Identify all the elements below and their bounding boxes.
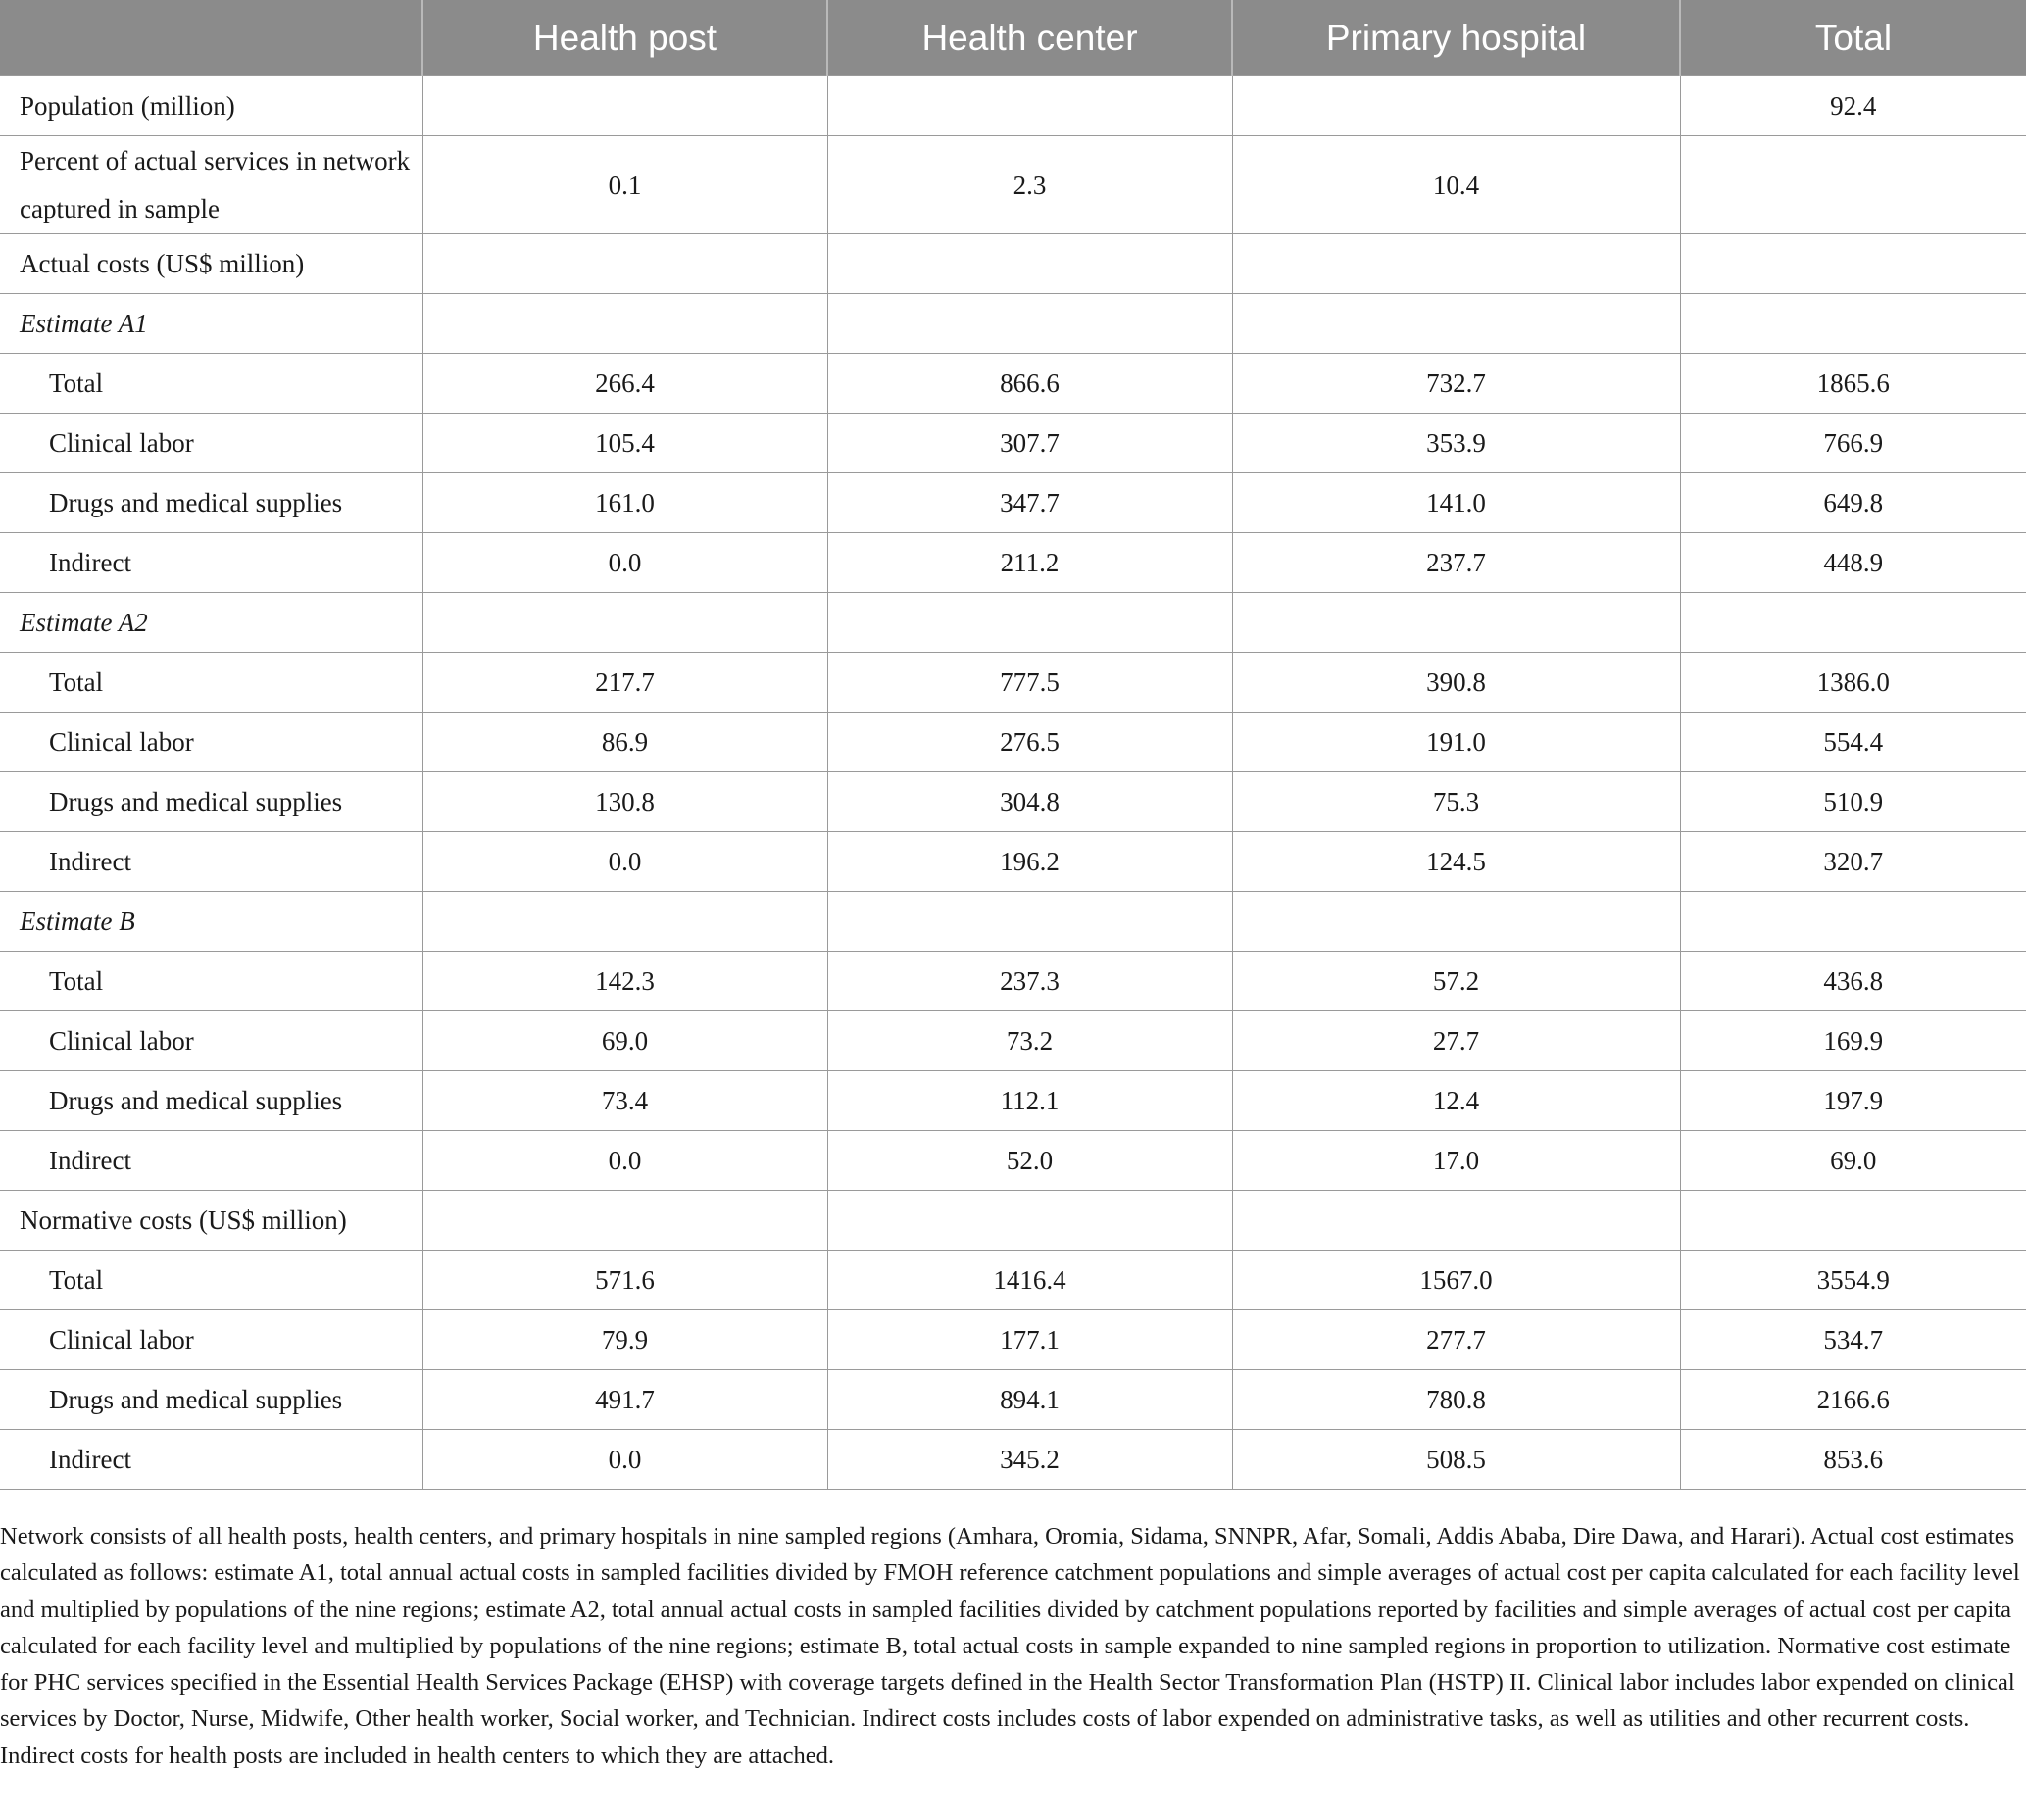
table-row: [0, 832, 2026, 892]
cell-primary-hospital: 12.4: [1232, 1071, 1680, 1131]
cell-primary-hospital: 780.8: [1232, 1370, 1680, 1430]
cell-primary-hospital: 508.5: [1232, 1430, 1680, 1490]
row-label: Percent of actual services in network captured in sample: [0, 136, 422, 234]
row-label: Estimate A2: [0, 593, 422, 653]
cell-primary-hospital: 277.7: [1232, 1310, 1680, 1370]
cell-total: 853.6: [1680, 1430, 2026, 1490]
cell-total: [1680, 136, 2026, 234]
cell-health-post: 266.4: [422, 354, 827, 414]
header-cell-total: Total: [1680, 0, 2026, 76]
row-label: Indirect: [0, 1430, 422, 1490]
table-row: [0, 1251, 2026, 1310]
cell-health-post: 86.9: [422, 713, 827, 772]
row-label: Drugs and medical supplies: [0, 772, 422, 832]
header-cell-row-label: [0, 0, 422, 76]
header-cell-health-center: Health center: [827, 0, 1232, 76]
row-label: Normative costs (US$ million): [0, 1191, 422, 1251]
cell-total: 510.9: [1680, 772, 2026, 832]
table-row: [0, 294, 2026, 354]
cell-health-center: 112.1: [827, 1071, 1232, 1131]
cell-health-center: [827, 593, 1232, 653]
cell-primary-hospital: 27.7: [1232, 1011, 1680, 1071]
cell-health-center: 237.3: [827, 952, 1232, 1011]
row-label: Drugs and medical supplies: [0, 473, 422, 533]
table-row: [0, 952, 2026, 1011]
row-label: Total: [0, 1251, 422, 1310]
cell-health-center: 276.5: [827, 713, 1232, 772]
cell-health-center: 866.6: [827, 354, 1232, 414]
cell-total: [1680, 234, 2026, 294]
table-row: [0, 533, 2026, 593]
table-row: [0, 593, 2026, 653]
cell-primary-hospital: 141.0: [1232, 473, 1680, 533]
cell-total: 3554.9: [1680, 1251, 2026, 1310]
cell-primary-hospital: 353.9: [1232, 414, 1680, 473]
row-label: Actual costs (US$ million): [0, 234, 422, 294]
cell-primary-hospital: 390.8: [1232, 653, 1680, 713]
cell-primary-hospital: [1232, 294, 1680, 354]
cell-health-center: 177.1: [827, 1310, 1232, 1370]
cell-health-post: 571.6: [422, 1251, 827, 1310]
cell-health-post: 130.8: [422, 772, 827, 832]
cell-health-post: 79.9: [422, 1310, 827, 1370]
table-row: [0, 772, 2026, 832]
row-label: Total: [0, 354, 422, 414]
table-row: [0, 1310, 2026, 1370]
row-label: Total: [0, 653, 422, 713]
cell-health-center: 1416.4: [827, 1251, 1232, 1310]
row-label: Clinical labor: [0, 1011, 422, 1071]
cell-total: 197.9: [1680, 1071, 2026, 1131]
cell-total: 1386.0: [1680, 653, 2026, 713]
cell-total: 169.9: [1680, 1011, 2026, 1071]
cell-health-post: 491.7: [422, 1370, 827, 1430]
cell-health-post: [422, 76, 827, 136]
cell-health-center: [827, 1191, 1232, 1251]
cell-primary-hospital: 57.2: [1232, 952, 1680, 1011]
cell-primary-hospital: [1232, 593, 1680, 653]
cell-primary-hospital: 124.5: [1232, 832, 1680, 892]
cell-health-post: 0.0: [422, 1430, 827, 1490]
cell-total: [1680, 593, 2026, 653]
table-row: [0, 1011, 2026, 1071]
cell-health-center: 2.3: [827, 136, 1232, 234]
cell-health-post: 161.0: [422, 473, 827, 533]
cell-total: 534.7: [1680, 1310, 2026, 1370]
cell-health-center: [827, 294, 1232, 354]
cell-total: [1680, 892, 2026, 952]
cell-total: 1865.6: [1680, 354, 2026, 414]
header-row: [0, 0, 2026, 76]
cell-primary-hospital: 732.7: [1232, 354, 1680, 414]
footnote-text: Network consists of all health posts, health centers, and primary hospitals in nine sampled regions (Amhara, Oromia, Sidama, SNNPR, Afar, Somali, Addis Ababa, Dire Dawa, and Harari). Actual cost estimates calculated as follows: estimate A1, total annual actual costs in sampled facilities divided by FMOH reference catchment populations and simple averages of actual cost per capita calculated for each facility level and multiplied by populations of the nine regions; estimate A2, total annual actual costs in sampled facilities divided by catchment populations reported by facilities and simple averages of actual cost per capita calculated for each facility level and multiplied by populations of the nine regions; estimate B, total actual costs in sample expanded to nine sampled regions in proportion to utilization. Normative cost estimate for PHC services specified in the Essential Health Services Package (EHSP) with coverage targets defined in the Health Sector Transformation Plan (HSTP) II. Clinical labor includes labor expended on clinical services by Doctor, Nurse, Midwife, Other health worker, Social worker, and Technician. Indirect costs includes costs of labor expended on administrative tasks, as well as utilities and other recurrent costs. Indirect costs for health posts are included in health centers to which they are attached.: [0, 1523, 2020, 1769]
cell-health-center: 347.7: [827, 473, 1232, 533]
cell-health-post: 0.0: [422, 533, 827, 593]
cell-health-post: [422, 593, 827, 653]
cell-total: 69.0: [1680, 1131, 2026, 1191]
cell-primary-hospital: [1232, 1191, 1680, 1251]
table-row: [0, 354, 2026, 414]
row-label: Clinical labor: [0, 1310, 422, 1370]
cell-primary-hospital: 10.4: [1232, 136, 1680, 234]
cell-health-post: 0.0: [422, 1131, 827, 1191]
cell-total: [1680, 294, 2026, 354]
cell-health-post: [422, 234, 827, 294]
cell-health-center: 196.2: [827, 832, 1232, 892]
cell-primary-hospital: 1567.0: [1232, 1251, 1680, 1310]
cell-health-post: 73.4: [422, 1071, 827, 1131]
table-body: [0, 76, 2026, 1490]
cell-health-center: [827, 892, 1232, 952]
cell-total: 649.8: [1680, 473, 2026, 533]
table-row: [0, 1071, 2026, 1131]
cell-total: 436.8: [1680, 952, 2026, 1011]
cell-total: 320.7: [1680, 832, 2026, 892]
cell-health-center: 304.8: [827, 772, 1232, 832]
cell-health-center: 211.2: [827, 533, 1232, 593]
table-row: [0, 653, 2026, 713]
cell-health-center: 894.1: [827, 1370, 1232, 1430]
cell-primary-hospital: [1232, 234, 1680, 294]
cell-primary-hospital: 75.3: [1232, 772, 1680, 832]
cell-total: 2166.6: [1680, 1370, 2026, 1430]
header-cell-primary-hospital: Primary hospital: [1232, 0, 1680, 76]
cell-total: 554.4: [1680, 713, 2026, 772]
cell-health-post: 0.1: [422, 136, 827, 234]
cell-health-post: [422, 1191, 827, 1251]
cell-health-post: 105.4: [422, 414, 827, 473]
table-row: [0, 76, 2026, 136]
cell-primary-hospital: 17.0: [1232, 1131, 1680, 1191]
table-row: [0, 473, 2026, 533]
row-label: Drugs and medical supplies: [0, 1370, 422, 1430]
table-row: [0, 1370, 2026, 1430]
table-footnote: [0, 1518, 2021, 1774]
cell-health-post: [422, 892, 827, 952]
table-row: [0, 1430, 2026, 1490]
cell-health-center: 345.2: [827, 1430, 1232, 1490]
cell-primary-hospital: 191.0: [1232, 713, 1680, 772]
cell-total: 92.4: [1680, 76, 2026, 136]
table-header: [0, 0, 2026, 76]
cell-total: 766.9: [1680, 414, 2026, 473]
row-label: Estimate B: [0, 892, 422, 952]
table-row: [0, 713, 2026, 772]
cell-health-post: 69.0: [422, 1011, 827, 1071]
row-label: Indirect: [0, 1131, 422, 1191]
table-row: [0, 136, 2026, 234]
cell-health-center: 73.2: [827, 1011, 1232, 1071]
table-row: [0, 1191, 2026, 1251]
cell-health-post: 217.7: [422, 653, 827, 713]
cell-health-center: [827, 234, 1232, 294]
row-label: Population (million): [0, 76, 422, 136]
cell-health-center: 777.5: [827, 653, 1232, 713]
cell-health-post: [422, 294, 827, 354]
cell-total: [1680, 1191, 2026, 1251]
cell-total: 448.9: [1680, 533, 2026, 593]
cell-health-center: 307.7: [827, 414, 1232, 473]
table-row: [0, 892, 2026, 952]
row-label: Total: [0, 952, 422, 1011]
row-label: Drugs and medical supplies: [0, 1071, 422, 1131]
row-label: Clinical labor: [0, 713, 422, 772]
table-row: [0, 234, 2026, 294]
cell-health-post: 0.0: [422, 832, 827, 892]
row-label: Estimate A1: [0, 294, 422, 354]
row-label: Indirect: [0, 832, 422, 892]
cell-health-post: 142.3: [422, 952, 827, 1011]
table-row: [0, 1131, 2026, 1191]
cell-health-center: 52.0: [827, 1131, 1232, 1191]
cell-primary-hospital: [1232, 892, 1680, 952]
cell-health-center: [827, 76, 1232, 136]
cell-primary-hospital: 237.7: [1232, 533, 1680, 593]
row-label: Indirect: [0, 533, 422, 593]
row-label: Clinical labor: [0, 414, 422, 473]
table-row: [0, 414, 2026, 473]
header-cell-health-post: Health post: [422, 0, 827, 76]
cell-primary-hospital: [1232, 76, 1680, 136]
